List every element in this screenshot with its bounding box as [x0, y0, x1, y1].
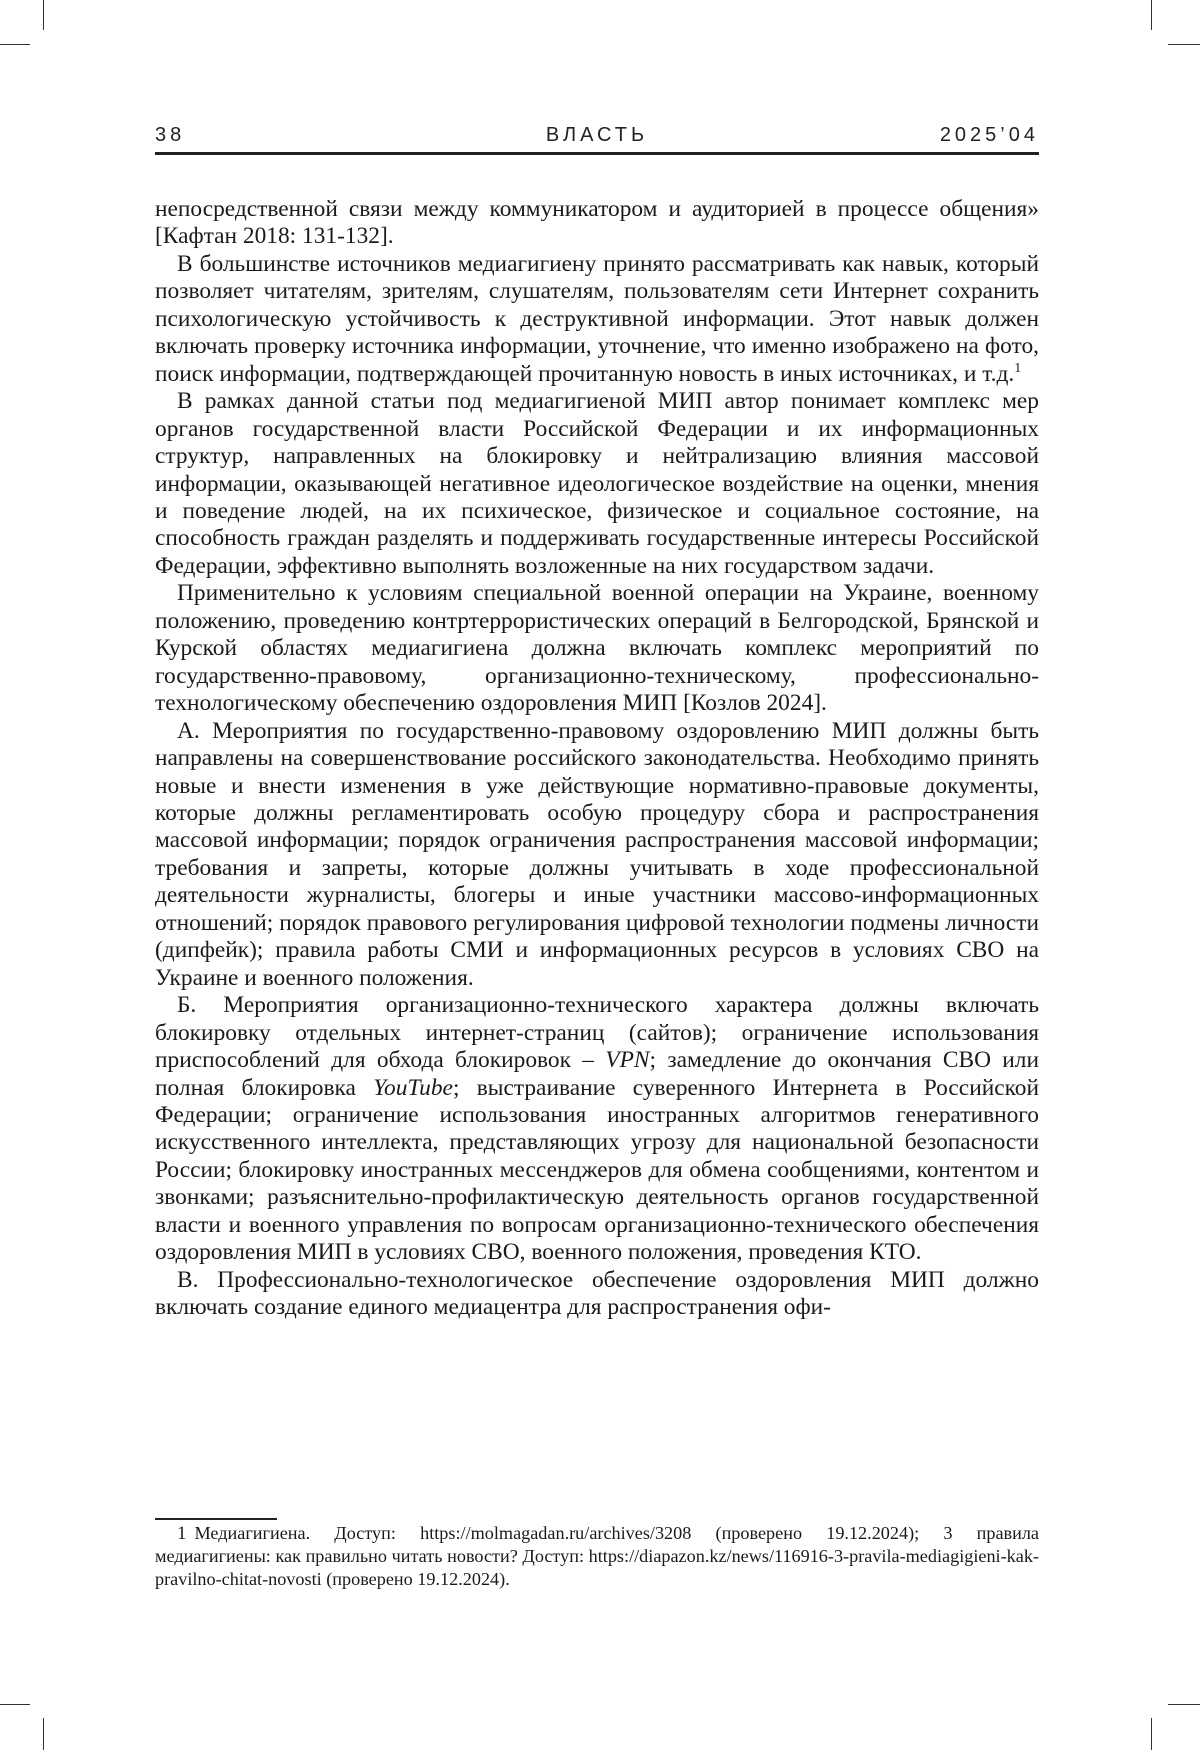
paragraph-text: ; замедление до окончания СВО или полная блокировка	[155, 1047, 1039, 1100]
paragraph-text: В. Профессионально-технологическое обеспечение оздоровления МИП должно включать создание единого медиацентра для распространения офи-	[155, 1267, 1039, 1320]
page-number: 38	[155, 124, 185, 147]
paragraph-text: непосредственной связи между коммуникатором и аудиторией в процессе общения» [Кафтан 2018: 131-132].	[155, 196, 1039, 249]
running-header	[155, 124, 1039, 152]
footnote-text: Медиагигиена. Доступ: https://molmagadan.ru/archives/3208 (проверено 19.12.2024); 3 правила медиагигиены: как правильно читать новости? Доступ: https://diapazon.kz/news/116916-3-pravila-mediagigieni-kak-pravilno-chitat-novosti (проверено 19.12.2024).	[155, 1523, 1039, 1589]
paragraph-text: В большинстве источников медиагигиену принято рассматривать как навык, который позволяет читателям, зрителям, слушателям, пользователям сети Интернет сохранить психологическую устойчивость к деструктивной информации. Этот навык должен включать проверку источника информации, уточнение, что именно изображено на фото, поиск информации, подтверждающей прочитанную новость в иных источниках, и т.д.	[155, 251, 1039, 387]
header-rule	[155, 152, 1039, 155]
crop-mark	[1151, 0, 1152, 30]
paragraph	[155, 1267, 1039, 1322]
crop-mark	[0, 1704, 30, 1705]
footnote-ref[interactable]: 1	[1014, 361, 1021, 376]
paragraph-text: Б. Мероприятия организационно-технического характера должны включать блокировку отдельных интернет-страниц (сайтов); ограничение использования приспособлений для обхода блокировок –	[155, 992, 1039, 1073]
crop-mark	[0, 44, 30, 45]
paragraph	[155, 992, 1039, 1267]
footnote-paragraph	[155, 1522, 1039, 1591]
italic-term: YouTube	[373, 1075, 453, 1101]
journal-title: ВЛАСТЬ	[155, 124, 1039, 147]
paragraph-text: Применительно к условиям специальной военной операции на Украине, военному положению, проведению контртеррористических операций в Белгородской, Брянской и Курской областях медиагигиена должна включать комплекс мероприятий по государственно-правовому, организационно-техническому, профессионально-технологическому обеспечению оздоровления МИП [Козлов 2024].	[155, 580, 1039, 716]
paragraph	[155, 718, 1039, 993]
issue-label: 2025’04	[940, 124, 1039, 147]
crop-mark	[1151, 1718, 1152, 1750]
footnote-number: 1	[177, 1523, 187, 1544]
crop-mark	[1168, 44, 1200, 45]
article-body	[155, 196, 1039, 1322]
crop-mark	[43, 0, 44, 30]
paragraph	[155, 196, 1039, 251]
italic-term: VPN	[605, 1047, 649, 1073]
crop-mark	[43, 1718, 44, 1750]
paragraph-text: ; выстраивание суверенного Интернета в Российской Федерации; ограничение использования иностранных алгоритмов генеративного искусственного интеллекта, представляющих угрозу для национальной безопасности России; блокировку иностранных мессенджеров для обмена сообщениями, контентом и звонками; разъяснительно-профилактическую деятельность органов государственной власти и военного управления по вопросам организационно-технического обеспечения оздоровления МИП в условиях СВО, военного положения, проведения КТО.	[155, 1075, 1039, 1266]
footnote-rule	[155, 1518, 277, 1520]
paragraph-text: А. Мероприятия по государственно-правовому оздоровлению МИП должны быть направлены на совершенствование российского законодательства. Необходимо принять новые и внести изменения в уже действующие нормативно-правовые документы, которые должны регламентировать особую процедуру сбора и распространения массовой информации; порядок ограничения распространения массовой информации; требования и запреты, которые должны учитывать в ходе профессиональной деятельности журналисты, блогеры и иные участники массово-информационных отношений; порядок правового регулирования цифровой технологии подмены личности (дипфейк); правила работы СМИ и информационных ресурсов в условиях СВО на Украине и военного положения.	[155, 718, 1039, 991]
footnote	[155, 1522, 1039, 1591]
crop-mark	[1168, 1704, 1200, 1705]
paragraph	[155, 580, 1039, 717]
paragraph	[155, 388, 1039, 580]
paragraph	[155, 251, 1039, 388]
paragraph-text: В рамках данной статьи под медиагигиеной МИП автор понимает комплекс мер органов государственной власти Российской Федерации и их информационных структур, направленных на блокировку и нейтрализацию влияния массовой информации, оказывающей негативное идеологическое воздействие на оценки, мнения и поведение людей, на их психическое, физическое и социальное состояние, на способность граждан разделять и поддерживать государственные интересы Российской Федерации, эффективно выполнять возложенные на них государством задачи.	[155, 388, 1039, 579]
